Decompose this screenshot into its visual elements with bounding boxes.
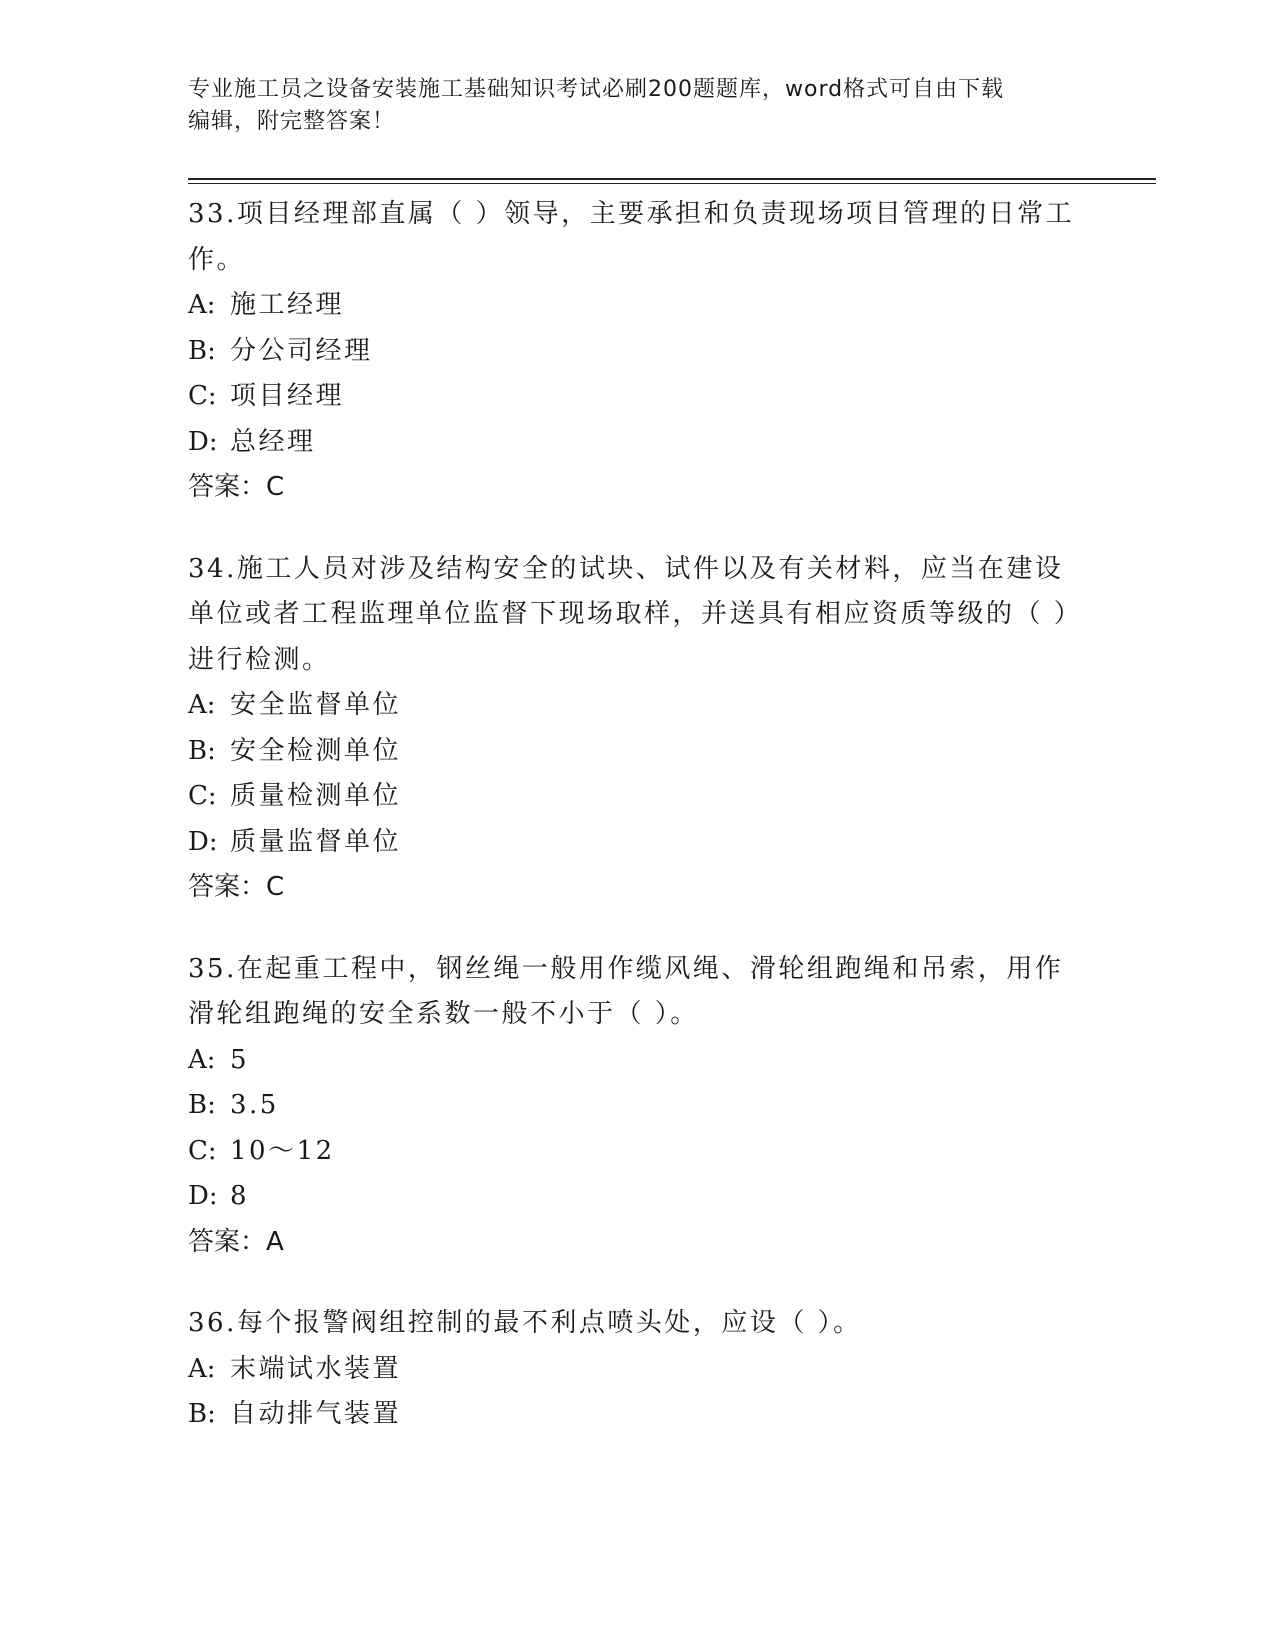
option-text: 施工经理 xyxy=(230,290,345,320)
question-number: 36. xyxy=(188,1308,237,1338)
option-letter: B: xyxy=(188,735,216,766)
option-text: 末端试水装置 xyxy=(230,1353,402,1384)
question-35 xyxy=(188,947,1088,1266)
option-d xyxy=(188,1174,1088,1220)
question-list xyxy=(188,192,1088,1474)
option-letter: C: xyxy=(188,381,217,411)
question-text: 施工人员对涉及结构安全的试块、试件以及有关材料，应当在建设单位或者工程监理单位监督下现场取样，并送具有相应资质等级的（ ）进行检测。 xyxy=(188,553,1070,675)
option-letter: D: xyxy=(188,826,218,857)
header-line-1: 专业施工员之设备安装施工基础知识考试必刷200题题库，word格式可自由下载 xyxy=(188,77,1005,102)
option-letter: B: xyxy=(188,1399,216,1429)
question-33 xyxy=(188,192,1088,511)
option-d xyxy=(188,420,1088,466)
option-d xyxy=(188,820,1088,866)
option-text: 安全监督单位 xyxy=(230,690,402,720)
option-a xyxy=(188,1347,1088,1393)
option-b xyxy=(188,1392,1088,1438)
option-a xyxy=(188,283,1088,329)
option-b xyxy=(188,1083,1088,1129)
option-b xyxy=(188,729,1088,775)
option-text: 10～12 xyxy=(230,1135,335,1166)
option-letter: C: xyxy=(188,1135,217,1166)
option-text: 5 xyxy=(230,1044,250,1075)
question-36 xyxy=(188,1301,1088,1438)
question-number: 34. xyxy=(188,553,237,584)
document-header xyxy=(188,74,1088,138)
option-letter: A: xyxy=(188,1044,216,1075)
question-stem xyxy=(188,192,1078,283)
option-b xyxy=(188,329,1088,375)
option-text: 项目经理 xyxy=(230,381,345,411)
option-text: 总经理 xyxy=(230,426,316,457)
question-text: 项目经理部直属（ ）领导，主要承担和负责现场项目管理的日常工作。 xyxy=(188,199,1075,275)
option-letter: D: xyxy=(188,426,218,457)
option-c xyxy=(188,774,1088,820)
option-text: 8 xyxy=(230,1181,250,1211)
question-number: 33. xyxy=(188,199,237,229)
option-text: 质量检测单位 xyxy=(230,781,402,811)
option-text: 安全检测单位 xyxy=(230,735,402,766)
option-text: 自动排气装置 xyxy=(230,1399,402,1429)
answer-line: 答案：C xyxy=(188,472,285,502)
question-number: 35. xyxy=(188,953,237,984)
option-a xyxy=(188,683,1088,729)
option-letter: A: xyxy=(188,290,216,320)
question-text: 在起重工程中，钢丝绳一般用作缆风绳、滑轮组跑绳和吊索，用作滑轮组跑绳的安全系数一般不小于（ ）。 xyxy=(188,953,1064,1029)
option-letter: D: xyxy=(188,1181,218,1211)
option-text: 3.5 xyxy=(230,1090,279,1120)
option-text: 分公司经理 xyxy=(230,335,373,366)
option-letter: A: xyxy=(188,1353,216,1384)
question-stem xyxy=(188,947,1078,1038)
option-letter: C: xyxy=(188,781,217,811)
option-letter: B: xyxy=(188,1090,216,1120)
answer-line: 答案：A xyxy=(188,1226,284,1257)
answer-line: 答案：C xyxy=(188,872,285,902)
header-divider-thick xyxy=(188,178,1156,180)
question-stem xyxy=(188,547,1078,684)
option-c xyxy=(188,1129,1088,1175)
option-a xyxy=(188,1038,1088,1084)
option-letter: A: xyxy=(188,690,216,720)
option-c xyxy=(188,374,1088,420)
question-34 xyxy=(188,547,1088,911)
question-text: 每个报警阀组控制的最不利点喷头处，应设（ ）。 xyxy=(236,1308,862,1338)
option-letter: B: xyxy=(188,335,216,366)
question-stem xyxy=(188,1301,1078,1347)
header-line-2: 编辑，附完整答案！ xyxy=(188,109,396,134)
header-divider-thin xyxy=(188,183,1156,184)
option-text: 质量监督单位 xyxy=(230,826,402,857)
